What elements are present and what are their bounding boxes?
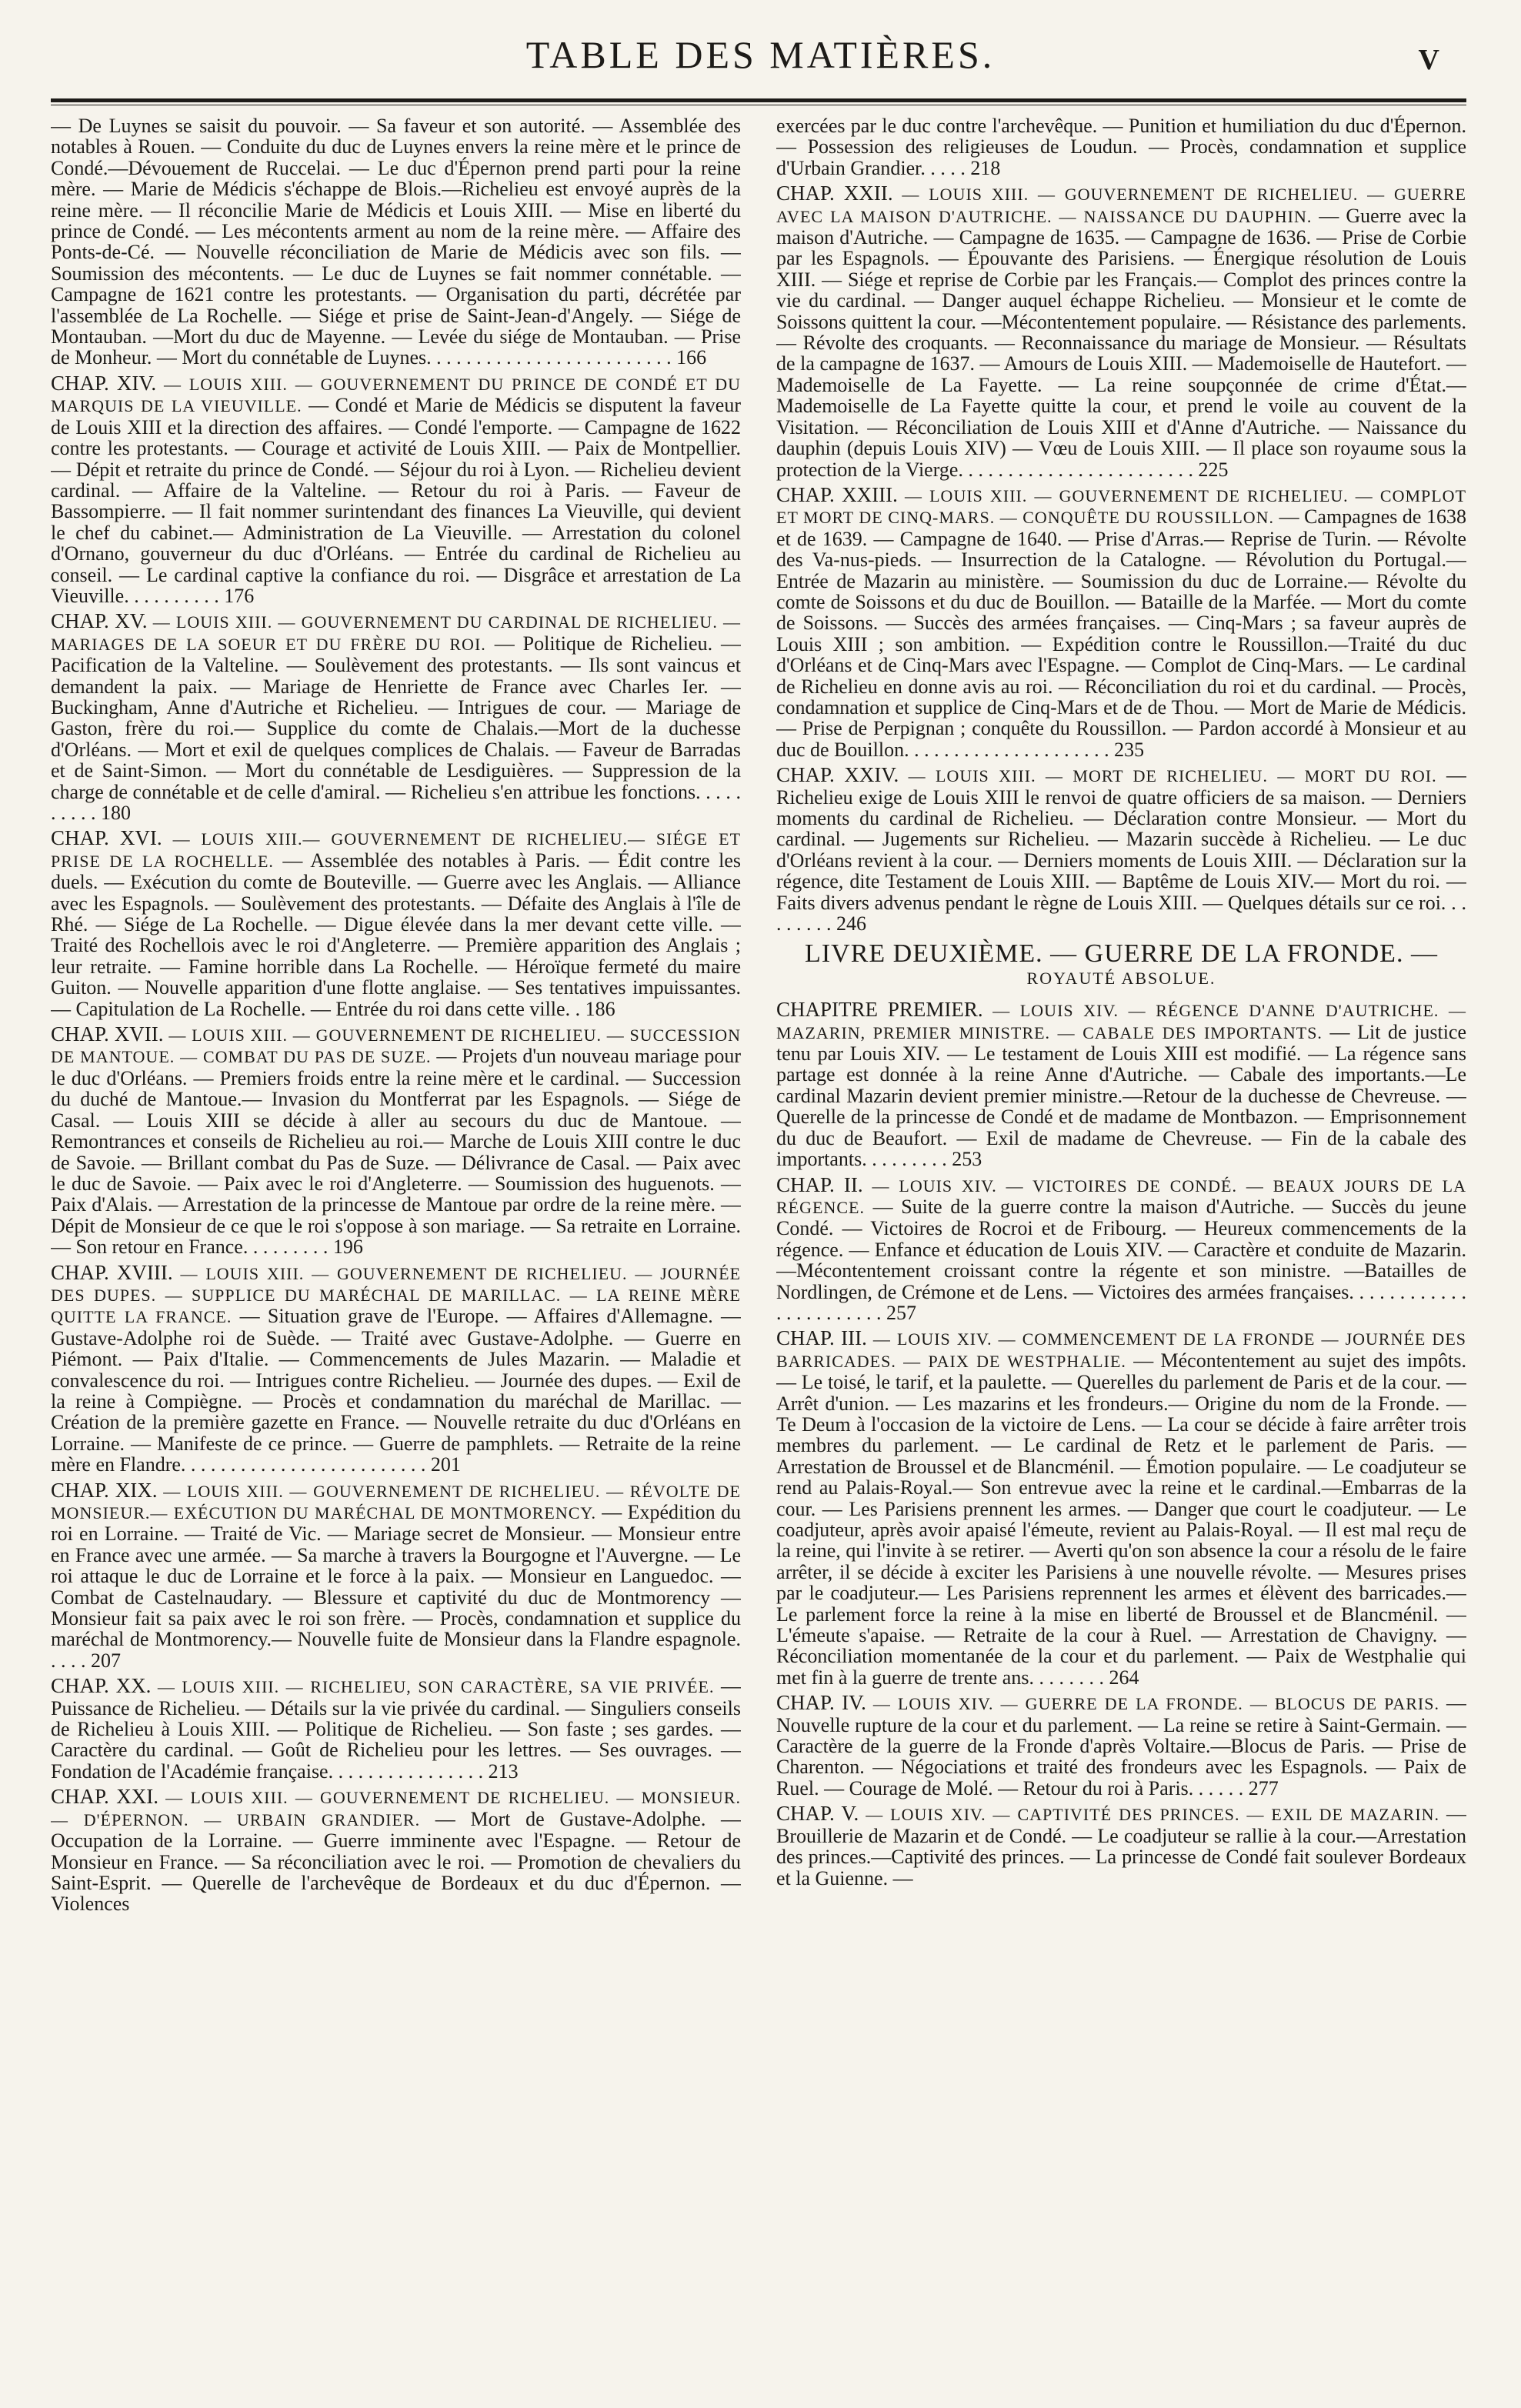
chapter-title: — LOUIS XIII. — GOUVERNEMENT DE RICHELIEU. — JOURNÉE DES DUPES. — SUPPLICE DU MARÉCHAL DE MARILLAC. — LA REINE MÈRE QUITTE LA FRANCE. — [51, 1263, 741, 1327]
chapter-title: — LOUIS XIV. — COMMENCEMENT DE LA FRONDE — JOURNÉE DES BARRICADES. — PAIX DE WESTPHALIE. — [776, 1329, 1466, 1371]
chapter-summary: — Mécontentement au sujet des impôts. — Le toisé, le tarif, et la paulette. — Querelles du parlement de Paris et de la cour. — Arrêt d'union. — Les mazarins et les frondeurs.— Origine du nom de la Fronde. — Te Deum à l'occasion de la victoire de Lens. — La cour se décide à faire arrêter trois membres du parlement. — Le cardinal de Retz et le parlement de Paris. — Arrestation de Broussel et de Blancménil. — Émotion populaire. — Le coadjuteur se rend au Palais-Royal.— Son entrevue avec la reine et le cardinal.—Embarras de la cour. — Les Parisiens prennent les armes. — Danger que court le coadjuteur. — Le coadjuteur, après avoir apaisé l'émeute, revient au Palais-Royal. — Il est mal reçu de la reine, qui l'invite à se retirer. — Averti qu'on son absence la cour a résolu de le faire arrêter, il se décide à exciter les Parisiens à une nouvelle révolte. — Mesures prises par le coadjuteur.— Les Parisiens reprennent les armes et élèvent des barricades.— Le parlement force la reine à la mise en liberté de Broussel et de Blancménil. — L'émeute s'apaise. — Retraite de la cour à Ruel. — Arrestation de Chavigny. — Réconciliation momentanée de la cour et du parlement. — Paix de Westphalie qui met fin à la guerre de trente ans. . . . . . . . 264 — [776, 1349, 1466, 1689]
chapter-summary: — Politique de Richelieu. — Pacification de la Valteline. — Soulèvement des protestants. — Ils sont vaincus et demandent la paix. — Mariage de Henriette de France avec Charles Ier. — Buckingham, Anne d'Autriche et Richelieu. — Intrigues de cour. — Mariage de Gaston, frère du roi.— Supplice du comte de Chalais.—Mort de la duchesse d'Orléans. — Mort et exil de quelques complices de Chalais. — Faveur de Barradas et de Saint-Simon. — Mort du connétable de Lesdiguières. — Suppression de la charge de connétable et de celle d'amiral. — Richelieu s'en attribue les fonctions. . . . . . . . . . 180 — [51, 632, 741, 824]
chapter-entry — [776, 1328, 1466, 1688]
chapter-entry — [776, 1172, 1466, 1324]
chapter-heading: CHAP. XVII. — [51, 1022, 164, 1046]
book-subtitle: ROYAUTÉ ABSOLUE. — [1026, 968, 1216, 988]
right-column — [776, 115, 1466, 2370]
header-rule-thick — [51, 98, 1466, 102]
chapter-entry — [776, 765, 1466, 934]
chapter-entry — [776, 999, 1466, 1169]
page-header — [0, 0, 1521, 108]
chapter-title: — LOUIS XIII. — GOUVERNEMENT DU CARDINAL DE RICHELIEU. — MARIAGES DE LA SOEUR ET DU FRÈRE DU ROI. — [51, 612, 741, 654]
chapter-heading: CHAP. V. — [776, 1802, 859, 1826]
chapter-entry — [51, 611, 741, 823]
chapter-heading: CHAP. XVI. — [51, 826, 162, 850]
chapter-title: — LOUIS XIV. — GUERRE DE LA FRONDE. — BLOCUS DE PARIS. — [872, 1694, 1439, 1714]
chapter-entry — [51, 373, 741, 606]
chapter-summary: — Guerre avec la maison d'Autriche. — Campagne de 1635. — Campagne de 1636. — Prise de Corbie par les Espagnols. — Épouvante des Parisiens. — Énergique résolution de Louis XIII. — Siége et reprise de Corbie par les Français.— Complot des princes contre la vie du cardinal. — Danger auquel échappe Richelieu. — Monsieur et le comte de Soissons quittent la cour. —Mécontentement populaire. — Résistance des parlements. — Révolte des croquants. — Reconnaissance du mariage de Monsieur. — Résultats de la campagne de 1637. — Amours de Louis XIII. — Mademoiselle de Hautefort. — Mademoiselle de La Fayette. — La reine soupçonnée de crime d'État.— Mademoiselle de La Fayette quitte la cour, et prend le voile au couvent de la Visitation. — Réconciliation de Louis XIII et d'Anne d'Autriche. — Naissance du dauphin (depuis Louis XIV) — Vœu de Louis XIII. — Il place son royaume sous la protection de la Vierge. . . . . . . . . . . . . . . . . . . . . . . . 225 — [776, 204, 1466, 481]
chapter-summary: — Brouillerie de Mazarin et de Condé. — Le coadjuteur se rallie à la cour.—Arrestation des princes.—Captivité des princes. — La princesse de Condé fait soulever Bordeaux et la Guienne. — — [776, 1803, 1466, 1889]
chapter-heading: CHAP. XXIII. — [776, 482, 898, 506]
left-column — [51, 115, 741, 2370]
chapter-entry — [51, 1262, 741, 1476]
chapter-summary: — Mort de Gustave-Adolphe. — Occupation de la Lorraine. — Guerre imminente avec l'Espagne. — Retour de Monsieur en France. — Sa réconciliation avec le roi. — Promotion de chevaliers du Saint-Esprit. — Querelle de l'archevêque de Bordeaux et du duc d'Épernon. — Violences — [51, 1807, 741, 1916]
chapter-summary: — Projets d'un nouveau mariage pour le duc d'Orléans. — Premiers froids entre la reine mère et le cardinal. — Succession du duché de Mantoue.— Invasion du Montferrat par les Espagnols. — Siége de Casal. — Louis XIII se décide à aller au secours du duc de Mantoue. — Remontrances et conseils de Richelieu au roi.— Marche de Louis XIII contre le duc de Savoie. — Brillant combat du Pas de Suze. — Délivrance de Casal. — Paix avec le duc de Savoie. — Paix avec le roi d'Angleterre. — Soumission des huguenots. — Paix d'Alais. — Arrestation de la princesse de Mantoue par ordre de la reine mère. — Dépit de Monsieur de ce que le roi s'oppose à son mariage. — Sa retraite en Lorraine. — Son retour en France. . . . . . . . . 196 — [51, 1045, 741, 1259]
continuation-text: exercées par le duc contre l'archevêque. — Punition et humiliation du duc d'Épernon. — Possession des religieuses de Loudun. — Procès, condamnation et supplice d'Urbain Grandier. . . . . 218 — [776, 115, 1466, 179]
chapter-summary: — Campagnes de 1638 et de 1639. — Campagne de 1640. — Prise d'Arras.— Reprise de Turin. — Révolte des Va-nus-pieds. — Insurrection de la Catalogne. — Révolution du Portugal.— Entrée de Mazarin au ministère. — Soumission du duc de Lorraine.— Révolte du comte de Soissons et du duc de Bouillon. — Bataille de la Marfée. — Mort du comte de Soissons. — Succès des armées françaises. — Cinq-Mars ; sa faveur auprès de Louis XIII ; son ambition. — Expédition contre le Roussillon.—Traité du duc d'Orléans et de Cinq-Mars avec l'Espagne. — Complot de Cinq-Mars. — Le cardinal de Richelieu en donne avis au roi. — Réconciliation du roi et du cardinal. — Procès, condamnation et supplice de Cinq-Mars et de de Thou. — Mort de Marie de Médicis. — Prise de Perpignan ; conquête du Roussillon. — Pardon accordé à Monsieur et au duc de Bouillon. . . . . . . . . . . . . . . . . . . . . 235 — [776, 505, 1466, 761]
chapter-title: — LOUIS XIII.— GOUVERNEMENT DE RICHELIEU.— SIÉGE ET PRISE DE LA ROCHELLE. — [51, 829, 741, 871]
chapter-entry — [776, 1693, 1466, 1799]
chapter-title: — LOUIS XIII. — GOUVERNEMENT DE RICHELIEU. — SUCCESSION DE MANTOUE. — COMBAT DU PAS DE SUZE. — [51, 1026, 741, 1067]
book-title: LIVRE DEUXIÈME. — GUERRE DE LA FRONDE. — — [805, 939, 1438, 969]
continuation-text: — De Luynes se saisit du pouvoir. — Sa faveur et son autorité. — Assemblée des notables à Rouen. — Conduite du duc de Luynes envers la reine mère et le prince de Condé.—Dévouement de Ruccelai. — Le duc d'Épernon prend parti pour la reine mère. — Marie de Médicis s'échappe de Blois.—Richelieu est envoyé auprès de la reine mère. — Il réconcilie Marie de Médicis et Louis XIII. — Mise en liberté du prince de Condé. — Les mécontents arment au nom de la reine mère. — Affaire des Ponts-de-Cé. — Nouvelle réconciliation de Marie de Médicis avec son fils. —Soumission des mécontents. — Le duc de Luynes se fait nommer connétable. — Campagne de 1621 contre les protestants. — Organisation du parti, décrétée par l'assemblée de La Rochelle. — Siége et prise de Saint-Jean-d'Angely. — Siége de Montauban. —Mort du duc de Mayenne. — Levée du siége de Montauban. — Prise de Monheur. — Mort du connétable de Luynes. . . . . . . . . . . . . . . . . . . . . . . . . 166 — [51, 115, 741, 369]
chapter-title: — LOUIS XIII. — GOUVERNEMENT DE RICHELIEU. — MONSIEUR. — D'ÉPERNON. — URBAIN GRANDIER. — [51, 1788, 741, 1829]
chapter-summary: — Richelieu exige de Louis XIII le renvoi de quatre officiers de sa maison. — Derniers moments du cardinal de Richelieu. — Déclaration contre Monsieur. — Mort du cardinal. — Jugements sur Richelieu. — Mazarin succède à Richelieu. — Le duc d'Orléans revient à la cour. — Derniers moments de Louis XIII. — Déclaration sur la régence, dite Testament de Louis XIII. — Baptême de Louis XIV.— Mort du roi. — Faits divers advenus pendant le règne de Louis XIII. — Quelques détails sur ce roi. . . . . . . . . 246 — [776, 764, 1466, 936]
chapter-summary: — Puissance de Richelieu. — Détails sur la vie privée du cardinal. — Singuliers conseils de Richelieu à Louis XIII. — Politique de Richelieu. — Son faste ; ses gardes. — Caractère du cardinal. — Goût de Richelieu pour les lettres. — Ses ouvrages. — Fondation de l'Académie française. . . . . . . . . . . . . . . . 213 — [51, 1675, 741, 1783]
right-entries-book2 — [776, 999, 1466, 1889]
chapter-title: — LOUIS XIII. — MORT DE RICHELIEU. — MORT DU ROI. — [908, 766, 1437, 786]
chapter-heading: CHAP. XXIV. — [776, 763, 899, 787]
chapter-summary: — Suite de la guerre contre la maison d'Autriche. — Succès du jeune Condé. — Victoires de Rocroi et de Fribourg. — Heureux commencements de la régence. — Enfance et éducation de Louis XIV. — Caractère et conduite de Mazarin. —Mécontentement croissant contre la régente et son ministre. —Batailles de Nordlingen, de Crémone et de Lens. — Victoires des armées françaises. . . . . . . . . . . . . . . . . . . . . . . 257 — [776, 1195, 1466, 1324]
chapter-entry — [51, 1480, 741, 1672]
chapter-title: — LOUIS XIII. — RICHELIEU, SON CARACTÈRE, SA VIE PRIVÉE. — [157, 1677, 715, 1697]
chapter-heading: CHAPITRE PREMIER. — [776, 998, 983, 1022]
chapter-entry — [51, 1676, 741, 1782]
chapter-heading: CHAP. III. — [776, 1326, 867, 1350]
chapter-heading: CHAP. XX. — [51, 1674, 152, 1698]
chapter-entry — [51, 828, 741, 1019]
chapter-heading: CHAP. XXI. — [51, 1785, 158, 1809]
chapter-summary: — Assemblée des notables à Paris. — Édit contre les duels. — Exécution du comte de Bouteville. — Guerre avec les Anglais. — Alliance avec les Espagnols. — Soulèvement des protestants. — Défaite des Anglais à l'île de Rhé. — Siége de La Rochelle. — Digue élevée dans la mer devant cette ville. — Traité des Rochellois avec le roi d'Angleterre. — Première apparition des Anglais ; leur retraite. — Famine horrible dans La Rochelle. — Héroïque fermeté du maire Guiton. — Nouvelle apparition d'une flotte anglaise. — Ses tentatives impuissantes. — Capitulation de La Rochelle. — Entrée du roi dans cette ville. . 186 — [51, 849, 741, 1020]
chapter-heading: CHAP. IV. — [776, 1691, 866, 1715]
chapter-summary: — Condé et Marie de Médicis se disputent la faveur de Louis XIII et la direction des affaires. — Condé l'emporte. — Campagne de 1622 contre les protestants. — Courage et activité de Louis XIII. — Paix de Montpellier. — Dépit et retraite du prince de Condé. — Séjour du roi à Lyon. — Richelieu devient cardinal. — Affaire de la Valteline. — Retour du roi à Paris. — Faveur de Bassompierre. — Il fait nommer surintendant des finances La Vieuville, qui devient le chef du cabinet.— Administration de La Vieuville. — Arrestation du colonel d'Ornano, gouverneur du duc d'Orléans. — Entrée du cardinal de Richelieu au conseil. — Le cardinal captive la confiance du roi. — Disgrâce et arrestation de La Vieuville. . . . . . . . . . 176 — [51, 394, 741, 607]
chapter-summary: — Lit de justice tenu par Louis XIV. — Le testament de Louis XIII est modifié. — La régence sans partage est donnée à la reine Anne d'Autriche. — Cabale des importants.—Le cardinal Mazarin devient premier ministre.—Retour de la duchesse de Chevreuse. — Querelle de la princesse de Condé et de madame de Montbazon. — Emprisonnement du duc de Beaufort. — Exil de madame de Chevreuse. — Fin de la cabale des importants. . . . . . . . . 253 — [776, 1020, 1466, 1171]
chapter-summary: — Situation grave de l'Europe. — Affaires d'Allemagne. — Gustave-Adolphe roi de Suède. — Traité avec Gustave-Adolphe. — Guerre en Piémont. — Paix d'Italie. — Commencements de Jules Mazarin. — Maladie et convalescence du roi. — Intrigues contre Richelieu. — Journée des dupes. — Exil de la reine à Compiègne. — Procès et condamnation du maréchal de Marillac. — Création de la première gazette en France. — Nouvelle retraite du duc d'Orléans en Lorraine. — Manifeste de ce prince. — Guerre de pamphlets. — Retraite de la reine mère en Flandre. . . . . . . . . . . . . . . . . . . . . . . . . 201 — [51, 1305, 741, 1476]
chapter-heading: CHAP. II. — [776, 1172, 863, 1196]
chapter-title: — LOUIS XIII. — GOUVERNEMENT DE RICHELIEU. — GUERRE AVEC LA MAISON D'AUTRICHE. — NAISSANCE DU DAUPHIN. — [776, 185, 1466, 226]
chapter-title: — LOUIS XIII. — GOUVERNEMENT DU PRINCE DE CONDÉ ET DU MARQUIS DE LA VIEUVILLE. — [51, 374, 741, 416]
chapter-entry — [776, 183, 1466, 480]
chapter-summary: — Expédition du roi en Lorraine. — Traité de Vic. — Mariage secret de Monsieur. — Monsieur entre en France avec une armée. — Sa marche à travers la Bourgogne et l'Auvergne. — Le roi attaque le duc de Lorraine et le force à la paix. — Monsieur en Languedoc. — Combat de Castelnaudary. — Blessure et captivité du duc de Montmorency — Monsieur fait sa paix avec le roi son frère. — Procès, condamnation et supplice du maréchal de Montmorency.— Nouvelle fuite de Monsieur dans la Flandre espagnole. . . . . 207 — [51, 1501, 741, 1672]
chapter-heading: CHAP. XIX. — [51, 1478, 158, 1502]
page-number: V — [1418, 44, 1439, 76]
chapter-entry — [776, 1803, 1466, 1889]
left-entries — [51, 373, 741, 1915]
chapter-heading: CHAP. XXII. — [776, 182, 893, 205]
chapter-heading: CHAP. XV. — [51, 609, 148, 633]
chapter-title: — LOUIS XIV. — VICTOIRES DE CONDÉ. — BEAUX JOURS DE LA RÉGENCE. — [776, 1176, 1466, 1217]
running-title: TABLE DES MATIÈRES. — [525, 33, 996, 76]
chapter-entry — [776, 482, 1466, 761]
chapter-title: — LOUIS XIII. — GOUVERNEMENT DE RICHELIEU. — RÉVOLTE DE MONSIEUR.— EXÉCUTION DU MARÉCHAL DE MONTMORENCY. — [51, 1481, 741, 1523]
chapter-heading: CHAP. XVIII. — [51, 1260, 173, 1284]
toc-columns — [51, 115, 1466, 2370]
chapter-title: — LOUIS XIV. — RÉGENCE D'ANNE D'AUTRICHE. — MAZARIN, PREMIER MINISTRE. — CABALE DES IMPORTANTS. — [776, 1001, 1466, 1042]
chapter-entry — [51, 1786, 741, 1914]
chapter-title: — LOUIS XIV. — CAPTIVITÉ DES PRINCES. — EXIL DE MAZARIN. — [866, 1805, 1440, 1825]
chapter-entry — [51, 1024, 741, 1257]
chapter-title: — LOUIS XIII. — GOUVERNEMENT DE RICHELIEU. — COMPLOT ET MORT DE CINQ-MARS. — CONQUÊTE DU ROUSSILLON. — [776, 485, 1466, 528]
right-entries — [776, 183, 1466, 934]
chapter-heading: CHAP. XIV. — [51, 371, 157, 395]
chapter-summary: — Nouvelle rupture de la cour et du parlement. — La reine se retire à Saint-Germain. — Caractère de la guerre de la Fronde d'après Voltaire.—Blocus de Paris. — Prise de Charenton. — Négociations et traité des frondeurs avec les Espagnols. — Paix de Ruel. — Courage de Molé. — Retour du roi à Paris. . . . . . 277 — [776, 1692, 1466, 1799]
